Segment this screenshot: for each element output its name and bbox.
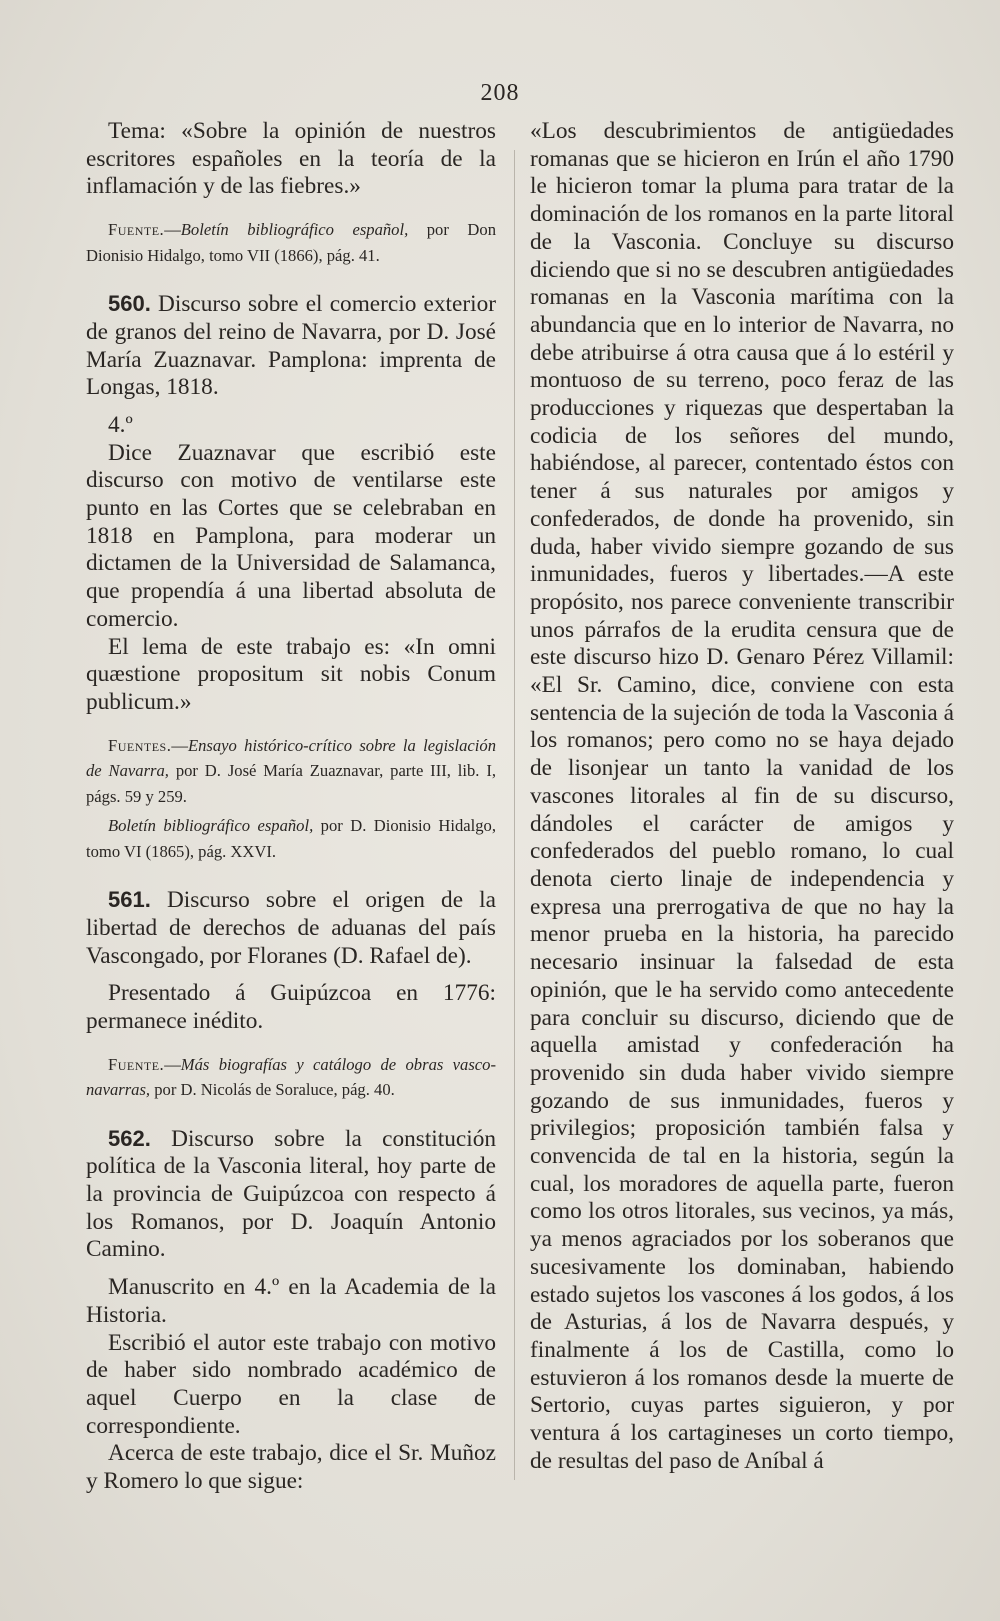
column-divider [514, 150, 515, 1480]
entry-562-paragraph-2: Escribió el autor este trabajo con motivo de haber sido nombrado académico de aquel Cuerpo en la clase de correspondiente. [86, 1329, 496, 1439]
entry-561-heading [86, 886, 496, 970]
fuentes2-rest: por D. Dionisio Hidalgo, tomo VI (1865), pág. XXVI. [86, 816, 496, 861]
entry-561-number: 561. [108, 887, 151, 913]
entry-562-title: Discurso sobre la constitución política de la Vasconia literal, hoy parte de la provincia de Guipúzcoa con respecto á los Romanos, por D. Joaquín Antonio Camino. [86, 1125, 496, 1263]
fuentes2-title: Boletín bibliográfico español, [108, 816, 314, 836]
tema-paragraph: Tema: «Sobre la opinión de nuestros escritores españoles en la teoría de la inflamación y de las fiebres.» [86, 118, 496, 200]
right-column [530, 118, 954, 1475]
fuentes-rest: por D. José María Zuaznavar, parte III, lib. I, págs. 59 y 259. [86, 761, 497, 806]
entry-560-heading [86, 290, 496, 402]
entry-562-number: 562. [108, 1125, 151, 1151]
entry-560-paragraph-1: Dice Zuaznavar que escribió este discurso con motivo de ventilarse este punto en las Cortes que se celebraban en 1818 en Pamplona, para moderar un dictamen de la Universidad de Salamanca, que propendía á una libertad absoluta de comercio. [86, 439, 496, 632]
page-number: 208 [480, 80, 520, 106]
entry-562-heading [86, 1125, 496, 1265]
fuente-561-rest: por D. Nicolás de Soraluce, pág. 40. [150, 1080, 395, 1100]
entry-560-number: 560. [108, 291, 151, 317]
entry-562-paragraph-3: Acerca de este trabajo, dice el Sr. Muñoz y Romero lo que sigue: [86, 1440, 496, 1495]
fuentes-note-560: Fuentes.—Ensayo histórico-crítico sobre la legislación de Navarra, por D. José María Zuaznavar, parte III, lib. I, págs. 59 y 259. [86, 735, 497, 806]
fuentes-title: Ensayo histórico-crítico sobre la legislación de Navarra, [86, 735, 496, 781]
entry-560-paragraph-2: El lema de este trabajo es: «In omni quæstione propositum sit nobis Conum publicum.» [86, 633, 496, 715]
fuente-title: Boletín bibliográfico español, [180, 220, 409, 240]
entry-560-format: 4.º [108, 411, 133, 438]
entry-561-paragraph-1: Presentado á Guipúzcoa en 1776: permanece inédito. [86, 980, 496, 1034]
left-column [86, 118, 496, 1496]
fuente-label: Fuente. [108, 220, 165, 240]
fuentes-note-560-second [86, 813, 496, 864]
fuente-rest: por Don Dionisio Hidalgo, tomo VII (1866), pág. 41. [86, 220, 496, 265]
fuente-561-title: Más biografías y catálogo de obras vasco-navarras, [86, 1054, 496, 1100]
fuente-note-561: Fuente.—Más biografías y catálogo de obras vasco-navarras, por D. Nicolás de Soraluce, pág. 40. [86, 1054, 496, 1100]
fuente-note-1: Fuente.—Boletín bibliográfico español, por Don Dionisio Hidalgo, tomo VII (1866), pág. 41. [86, 220, 496, 265]
entry-560-title: Discurso sobre el comercio exterior de granos del reino de Navarra, por D. José María Zuaznavar. Pamplona: imprenta de Longas, 1818. [86, 291, 496, 401]
fuente-561-label: Fuente. [108, 1054, 165, 1074]
entry-561-title: Discurso sobre el origen de la libertad de derechos de aduanas del país Vascongado, por Floranes (D. Rafael de). [86, 887, 496, 969]
entry-562-paragraph-1: Manuscrito en 4.º en la Academia de la Historia. [86, 1274, 496, 1328]
fuentes-label: Fuentes. [108, 735, 172, 755]
right-column-text: «Los descubrimientos de antigüedades romanas que se hicieron en Irún el año 1790 le hicieron tomar la pluma para tratar de la dominación de los romanos en la parte litoral de la Vasconia. Concluye su discurso diciendo que si no se descubren antigüedades romanas en la Vasconia marítima con la abundancia que en lo interior de Navarra, no debe atribuirse á otra causa que á lo estéril y montuoso de su terreno, poco feraz de las producciones y riquezas que despertaban la codicia de los señores del mundo, habiéndose, al parecer, contentado éstos con tener á sus naturales por amigos y confederados, de donde ha provenido, sin duda, haber vivido siempre gozando de sus inmunidades, fueros y libertades.—A este propósito, nos parece conveniente transcribir unos párrafos de la erudita censura que de este discurso hizo D. Genaro Pérez Villamil: «El Sr. Camino, dice, conviene con esta sentencia de la sujeción de toda la Vasconia á los romanos; pero como no se haya dejado de lisonjear un tanto la vanidad de los vascones litorales al fin de su discurso, dándoles el carácter de amigos y confederados del pueblo romano, lo cual denota cierto linaje de independencia y expresa una prerrogativa de que no hay la menor prueba en la historia, ha parecido necesario insinuar la falsedad de esta opinión, que le ha servido como antecedente para concluir su discurso, diciendo que de aquella amistad y confederación ha provenido sin duda haber vivido siempre gozando de sus inmunidades, fueros y privilegios; proposición también falsa y convencida de tal en la historia, según la cual, los moradores de aquella parte, fueron como los otros litorales, sus vecinos, ya más, ya menos agraciados por los soberanos que sucesivamente los dominaban, habiendo estado sujetos los vascones á los godos, á los de Asturias, á los de Navarra después, y finalmente á los de Castilla, como lo estuvieron á los romanos desde la muerte de Sertorio, cuyas partes siguieron, y por ventura á los cartagineses un corto tiempo, de resultas del paso de Aníbal á [530, 118, 954, 1474]
